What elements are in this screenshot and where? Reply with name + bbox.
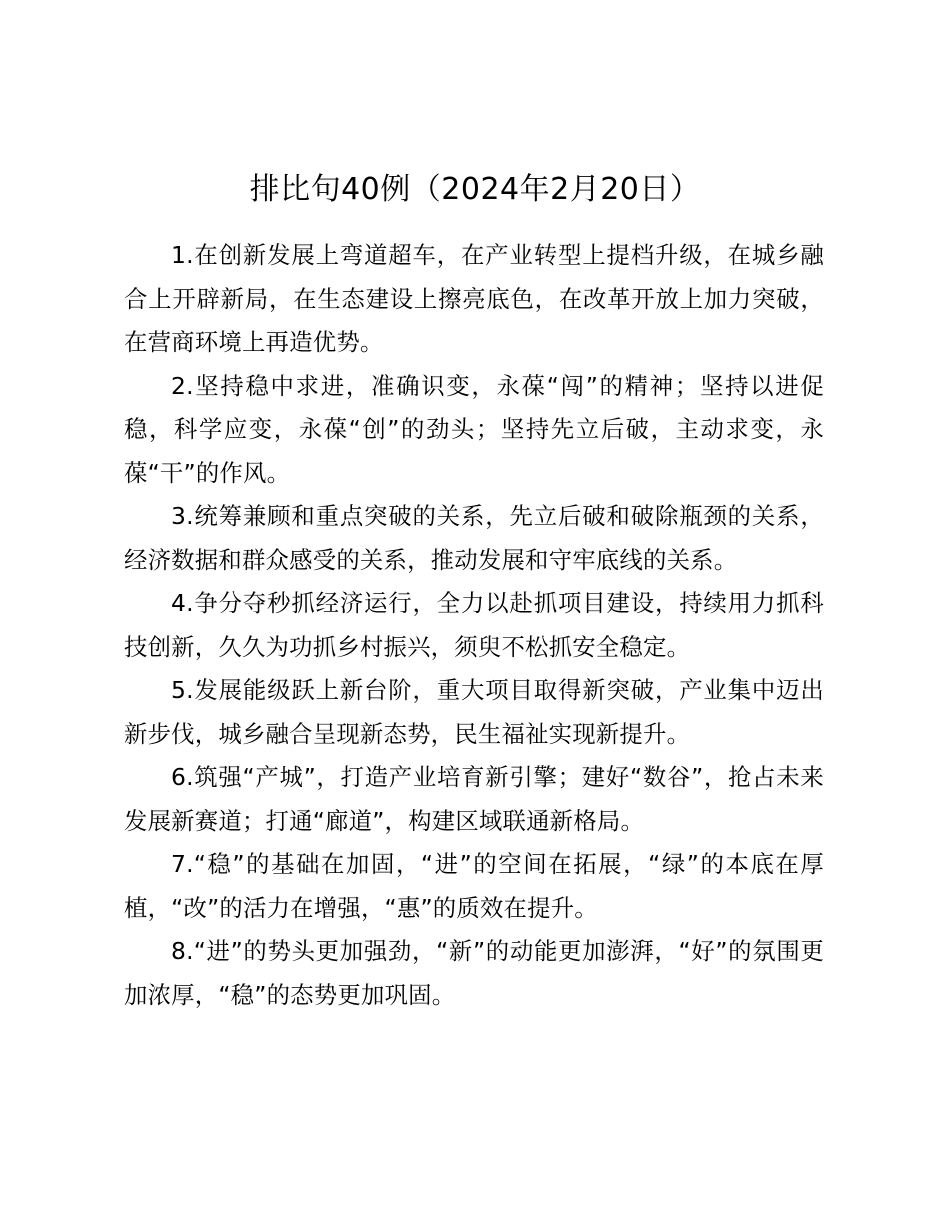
paragraph-5: 5.发展能级跃上新台阶，重大项目取得新突破，产业集中迈出新步伐，城乡融合呈现新态势，民生福祉实现新提升。 bbox=[124, 676, 824, 748]
document-title: 排比句40例（2024年2月20日） bbox=[249, 172, 701, 207]
paragraph-7: 7.“稳”的基础在加固，“进”的空间在拓展，“绿”的本底在厚植，“改”的活力在增强，“惠”的质效在提升。 bbox=[124, 850, 824, 922]
paragraph-2: 2.坚持稳中求进，准确识变，永葆“闯”的精神；坚持以进促稳，科学应变，永葆“创”的劲头；坚持先立后破，主动求变，永葆“干”的作风。 bbox=[124, 371, 824, 487]
paragraph-1: 1.在创新发展上弯道超车，在产业转型上提档升级，在城乡融合上开辟新局，在生态建设上擦亮底色，在改革开放上加力突破，在营商环境上再造优势。 bbox=[124, 241, 824, 356]
document-body bbox=[124, 234, 824, 1017]
paragraph-6: 6.筑强“产城”，打造产业培育新引擎；建好“数谷”，抢占未来发展新赛道；打通“廊道”，构建区域联通新格局。 bbox=[124, 763, 824, 835]
paragraph-8: 8.“进”的势头更加强劲，“新”的动能更加澎湃，“好”的氛围更加浓厚，“稳”的态势更加巩固。 bbox=[124, 937, 824, 1009]
paragraph-4: 4.争分夺秒抓经济运行，全力以赴抓项目建设，持续用力抓科技创新，久久为功抓乡村振兴，须臾不松抓安全稳定。 bbox=[124, 589, 824, 661]
paragraph-3: 3.统筹兼顾和重点突破的关系，先立后破和破除瓶颈的关系，经济数据和群众感受的关系，推动发展和守牢底线的关系。 bbox=[124, 502, 824, 574]
